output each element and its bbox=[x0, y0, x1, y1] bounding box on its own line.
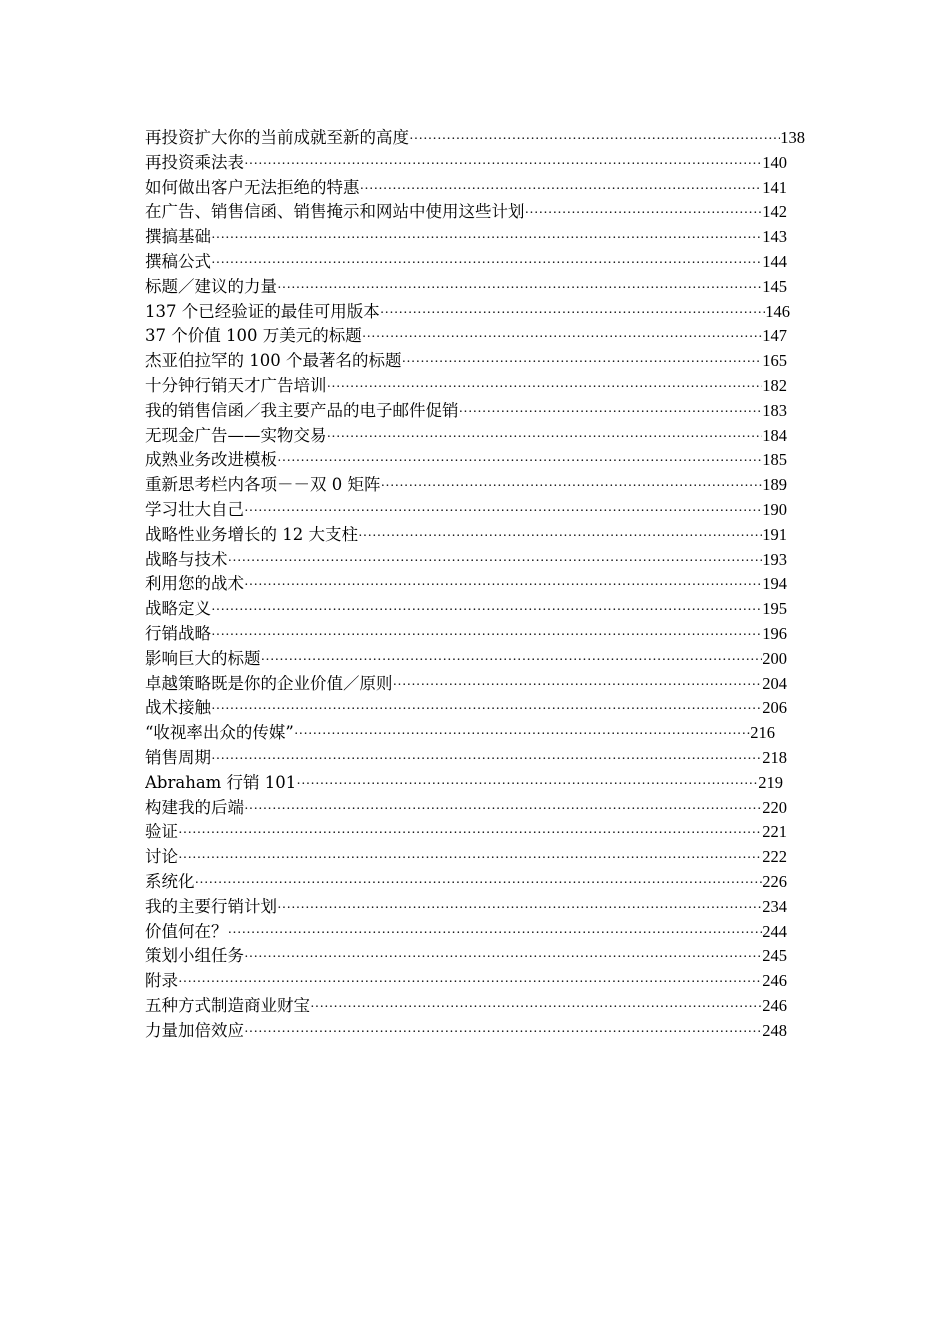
toc-entry-page-number: 234 bbox=[762, 896, 787, 916]
toc-dot-leader bbox=[310, 996, 762, 1019]
toc-entry-page-number: 193 bbox=[762, 549, 787, 569]
toc-entry-page-number: 184 bbox=[762, 425, 787, 445]
toc-entry-page-number: 183 bbox=[762, 400, 787, 420]
toc-entry[interactable] bbox=[145, 473, 787, 498]
toc-entry-page-number: 182 bbox=[762, 375, 787, 395]
toc-entry-title: 成熟业务改进模板 bbox=[145, 450, 277, 470]
toc-entry[interactable] bbox=[145, 349, 787, 374]
toc-entry-page-number: 141 bbox=[762, 177, 787, 197]
toc-dot-leader bbox=[211, 748, 762, 771]
toc-entry[interactable] bbox=[145, 746, 787, 771]
toc-entry-title: 构建我的后端 bbox=[145, 797, 244, 817]
toc-entry-page-number: 226 bbox=[762, 871, 787, 891]
toc-dot-leader bbox=[381, 475, 763, 498]
toc-entry-title: 力量加倍效应 bbox=[145, 1020, 244, 1040]
toc-entry-title: 我的销售信函／我主要产品的电子邮件促销 bbox=[145, 400, 459, 420]
toc-entry-page-number: 200 bbox=[762, 648, 787, 668]
toc-entry-title: Abraham 行销 101 bbox=[145, 772, 297, 792]
toc-dot-leader bbox=[362, 326, 763, 349]
toc-entry-title: 价值何在？ bbox=[145, 921, 228, 941]
toc-entry[interactable] bbox=[145, 275, 787, 300]
toc-entry-title: 战略定义 bbox=[145, 599, 211, 619]
toc-dot-leader bbox=[327, 426, 763, 449]
toc-entry-title: 标题／建议的力量 bbox=[145, 276, 277, 296]
toc-dot-leader bbox=[211, 624, 762, 647]
toc-dot-leader bbox=[228, 550, 763, 573]
toc-entry-title: 讨论 bbox=[145, 847, 178, 867]
toc-entry-title: 杰亚伯拉罕的 100 个最著名的标题 bbox=[145, 351, 402, 371]
toc-entry-page-number: 216 bbox=[750, 723, 775, 743]
toc-entry-page-number: 165 bbox=[762, 351, 787, 371]
toc-entry-page-number: 143 bbox=[762, 227, 787, 247]
toc-entry-page-number: 204 bbox=[762, 673, 787, 693]
toc-entry[interactable] bbox=[145, 969, 787, 994]
toc-entry[interactable] bbox=[145, 721, 775, 746]
toc-entry-title: 如何做出客户无法拒绝的特惠 bbox=[145, 177, 360, 197]
toc-entry[interactable] bbox=[145, 448, 787, 473]
toc-entry-page-number: 147 bbox=[762, 326, 787, 346]
toc-dot-leader bbox=[211, 227, 762, 250]
toc-entry-title: “收视率出众的传媒” bbox=[145, 723, 294, 743]
toc-entry-page-number: 146 bbox=[765, 301, 790, 321]
toc-entry[interactable] bbox=[145, 300, 790, 325]
toc-entry-title: 无现金广告——实物交易 bbox=[145, 425, 327, 445]
toc-entry-title: 系统化 bbox=[145, 871, 195, 891]
toc-dot-leader bbox=[401, 351, 762, 374]
toc-dot-leader bbox=[459, 401, 763, 424]
toc-entry-page-number: 222 bbox=[762, 847, 787, 867]
toc-entry[interactable] bbox=[145, 622, 787, 647]
toc-dot-leader bbox=[277, 897, 762, 920]
toc-entry-title: 策划小组任务 bbox=[145, 946, 244, 966]
toc-dot-leader bbox=[178, 847, 762, 870]
toc-entry-title: 再投资乘法表 bbox=[145, 152, 244, 172]
toc-entry-page-number: 246 bbox=[762, 971, 787, 991]
toc-entry[interactable] bbox=[145, 126, 805, 151]
toc-dot-leader bbox=[211, 698, 762, 721]
toc-dot-leader bbox=[211, 252, 762, 275]
toc-entry-title: 撰稿公式 bbox=[145, 251, 211, 271]
toc-dot-leader bbox=[261, 649, 763, 672]
toc-entry-title: 我的主要行销计划 bbox=[145, 896, 277, 916]
toc-entry-page-number: 189 bbox=[762, 475, 787, 495]
toc-entry-page-number: 245 bbox=[762, 946, 787, 966]
toc-entry-title: 行销战略 bbox=[145, 623, 211, 643]
toc-entry[interactable] bbox=[145, 944, 787, 969]
toc-entry[interactable] bbox=[145, 895, 787, 920]
toc-entry-title: 37 个价值 100 万美元的标题 bbox=[145, 326, 362, 346]
toc-dot-leader bbox=[296, 773, 758, 796]
toc-entry[interactable] bbox=[145, 672, 787, 697]
toc-dot-leader bbox=[360, 178, 763, 201]
toc-entry-page-number: 196 bbox=[762, 623, 787, 643]
toc-entry[interactable] bbox=[145, 597, 787, 622]
toc-entry-page-number: 248 bbox=[762, 1020, 787, 1040]
toc-entry-page-number: 190 bbox=[762, 499, 787, 519]
toc-entry[interactable] bbox=[145, 424, 787, 449]
toc-entry-page-number: 195 bbox=[762, 599, 787, 619]
toc-dot-leader bbox=[178, 822, 762, 845]
toc-entry-title: 137 个已经验证的最佳可用版本 bbox=[145, 301, 380, 321]
toc-entry-title: 战略与技术 bbox=[145, 549, 228, 569]
toc-entry-page-number: 221 bbox=[762, 822, 787, 842]
toc-entry-page-number: 142 bbox=[762, 202, 787, 222]
toc-dot-leader bbox=[380, 302, 766, 325]
toc-entry-page-number: 218 bbox=[762, 747, 787, 767]
toc-entry[interactable] bbox=[145, 200, 787, 225]
toc-entry[interactable] bbox=[145, 176, 787, 201]
toc-entry-page-number: 246 bbox=[762, 995, 787, 1015]
toc-dot-leader bbox=[228, 922, 763, 945]
toc-entry[interactable] bbox=[145, 324, 787, 349]
toc-dot-leader bbox=[277, 277, 762, 300]
toc-entry-title: 重新思考栏内各项－－双 0 矩阵 bbox=[145, 475, 381, 495]
toc-entry-page-number: 191 bbox=[762, 524, 787, 544]
toc-entry[interactable] bbox=[145, 523, 787, 548]
toc-entry[interactable] bbox=[145, 498, 787, 523]
toc-dot-leader bbox=[195, 872, 763, 895]
toc-entry-page-number: 206 bbox=[762, 698, 787, 718]
toc-entry-title: 战略性业务增长的 12 大支柱 bbox=[145, 524, 358, 544]
table-of-contents bbox=[145, 126, 810, 1043]
toc-entry[interactable] bbox=[145, 151, 787, 176]
toc-entry-title: 销售周期 bbox=[145, 747, 211, 767]
toc-dot-leader bbox=[244, 946, 762, 969]
toc-entry-page-number: 138 bbox=[780, 128, 805, 147]
toc-entry-page-number: 144 bbox=[762, 251, 787, 271]
toc-dot-leader bbox=[393, 674, 763, 697]
toc-entry-page-number: 244 bbox=[762, 921, 787, 941]
toc-dot-leader bbox=[244, 798, 762, 821]
toc-dot-leader bbox=[178, 971, 762, 994]
toc-entry-title: 再投资扩大你的当前成就至新的高度 bbox=[145, 128, 409, 147]
toc-entry[interactable] bbox=[145, 647, 787, 672]
toc-dot-leader bbox=[211, 599, 762, 622]
toc-entry-page-number: 220 bbox=[762, 797, 787, 817]
toc-entry-title: 十分钟行销天才广告培训 bbox=[145, 375, 327, 395]
toc-entry-title: 撰搞基础 bbox=[145, 227, 211, 247]
toc-entry-page-number: 140 bbox=[762, 152, 787, 172]
toc-dot-leader bbox=[327, 376, 763, 399]
toc-entry-title: 在广告、销售信函、销售掩示和网站中使用这些计划 bbox=[145, 202, 525, 222]
toc-entry-title: 卓越策略既是你的企业价值／原则 bbox=[145, 673, 393, 693]
toc-dot-leader bbox=[244, 574, 762, 597]
toc-dot-leader bbox=[244, 1021, 762, 1044]
toc-entry-page-number: 219 bbox=[758, 772, 783, 792]
toc-entry-page-number: 194 bbox=[762, 574, 787, 594]
toc-dot-leader bbox=[277, 450, 762, 473]
toc-dot-leader bbox=[409, 128, 780, 151]
toc-entry[interactable] bbox=[145, 225, 787, 250]
toc-entry-title: 附录 bbox=[145, 971, 178, 991]
toc-entry-page-number: 185 bbox=[762, 450, 787, 470]
toc-dot-leader bbox=[244, 153, 762, 176]
toc-entry[interactable] bbox=[145, 548, 787, 573]
toc-entry[interactable] bbox=[145, 994, 787, 1019]
toc-entry-title: 学习壮大自己 bbox=[145, 499, 244, 519]
toc-entry[interactable] bbox=[145, 250, 787, 275]
toc-dot-leader bbox=[525, 202, 763, 225]
toc-entry-page-number: 145 bbox=[762, 276, 787, 296]
toc-entry[interactable] bbox=[145, 696, 787, 721]
toc-entry[interactable] bbox=[145, 796, 787, 821]
toc-entry[interactable] bbox=[145, 572, 787, 597]
toc-entry-title: 影响巨大的标题 bbox=[145, 648, 261, 668]
toc-entry[interactable] bbox=[145, 845, 787, 870]
toc-entry-title: 战术接触 bbox=[145, 698, 211, 718]
toc-entry[interactable] bbox=[145, 920, 787, 945]
toc-entry-title: 验证 bbox=[145, 822, 178, 842]
toc-dot-leader bbox=[358, 525, 762, 548]
toc-entry[interactable] bbox=[145, 820, 787, 845]
toc-entry-title: 五种方式制造商业财宝 bbox=[145, 995, 310, 1015]
toc-entry[interactable] bbox=[145, 870, 787, 895]
toc-entry[interactable] bbox=[145, 771, 783, 796]
toc-entry[interactable] bbox=[145, 374, 787, 399]
toc-dot-leader bbox=[294, 723, 750, 746]
toc-entry[interactable] bbox=[145, 399, 787, 424]
toc-dot-leader bbox=[244, 500, 762, 523]
toc-entry[interactable] bbox=[145, 1019, 787, 1044]
toc-entry-title: 利用您的战术 bbox=[145, 574, 244, 594]
